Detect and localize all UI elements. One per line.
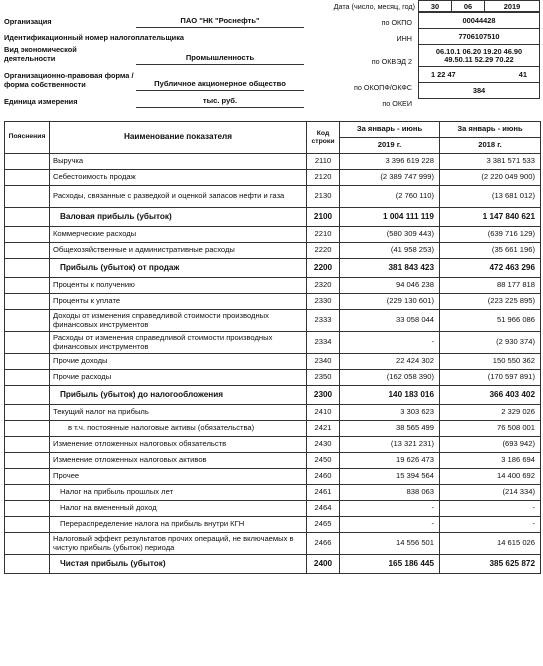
row-value-2018-cell: (170 597 891): [440, 370, 541, 386]
row-name-cell: Прочее: [50, 469, 307, 485]
col-year-2018-header: 2018 г.: [440, 138, 541, 154]
okved-value: [419, 44, 539, 66]
table-row: [5, 469, 541, 485]
row-value-2018-cell: (2 930 374): [440, 332, 541, 354]
row-name-cell: Перераспределение налога на прибыль внутри КГН: [50, 517, 307, 533]
form-value: Публичное акционерное общество: [136, 79, 304, 91]
row-value-2018-cell: (214 334): [440, 485, 541, 501]
row-notes-cell: [5, 294, 50, 310]
table-row: [5, 310, 541, 332]
col-name-header: Наименование показателя: [50, 122, 307, 154]
table-body: [5, 154, 541, 574]
row-name-cell: Налог на вмененный доход: [50, 501, 307, 517]
row-value-2019-cell: -: [340, 501, 440, 517]
row-value-2018-cell: 150 550 362: [440, 354, 541, 370]
row-name-cell: Прибыль (убыток) от продаж: [50, 259, 307, 278]
okopf-value: 1 22 47: [431, 69, 456, 79]
date-label: Дата (число, месяц, год): [333, 2, 415, 11]
row-value-2018-cell: 51 966 086: [440, 310, 541, 332]
okpo-label: по ОКПО: [381, 18, 412, 27]
row-value-2018-cell: (35 661 196): [440, 243, 541, 259]
row-value-2019-cell: 838 063: [340, 485, 440, 501]
income-statement-table: [4, 121, 541, 574]
date-day: 30: [418, 0, 452, 12]
row-code-cell: 2460: [307, 469, 340, 485]
row-code-cell: 2421: [307, 421, 340, 437]
row-name-cell: Чистая прибыль (убыток): [50, 555, 307, 574]
row-name-cell: Проценты к получению: [50, 278, 307, 294]
table-row: [5, 453, 541, 469]
activity-label-2: деятельности: [4, 54, 56, 63]
row-name-cell: Проценты к уплате: [50, 294, 307, 310]
row-notes-cell: [5, 310, 50, 332]
row-value-2019-cell: (41 958 253): [340, 243, 440, 259]
row-code-cell: 2410: [307, 405, 340, 421]
inn-code-label: ИНН: [396, 34, 412, 43]
row-value-2018-cell: 2 329 026: [440, 405, 541, 421]
codes-box: [418, 12, 540, 99]
row-value-2018-cell: 14 400 692: [440, 469, 541, 485]
row-name-cell: Прочие доходы: [50, 354, 307, 370]
col-period-2019-header: За январь - июнь: [340, 122, 440, 138]
row-code-cell: 2330: [307, 294, 340, 310]
row-name-cell: в т.ч. постоянные налоговые активы (обязательства): [50, 421, 307, 437]
table-row: [5, 259, 541, 278]
row-value-2019-cell: (580 309 443): [340, 227, 440, 243]
row-notes-cell: [5, 533, 50, 555]
table-row: [5, 170, 541, 186]
row-code-cell: 2400: [307, 555, 340, 574]
row-value-2019-cell: 22 424 302: [340, 354, 440, 370]
row-value-2018-cell: 366 403 402: [440, 386, 541, 405]
row-notes-cell: [5, 154, 50, 170]
row-name-cell: Выручка: [50, 154, 307, 170]
row-value-2019-cell: 3 396 619 228: [340, 154, 440, 170]
row-name-cell: Общехозяйственные и административные расходы: [50, 243, 307, 259]
row-value-2019-cell: 140 183 016: [340, 386, 440, 405]
table-row: [5, 332, 541, 354]
row-value-2018-cell: 385 625 872: [440, 555, 541, 574]
row-value-2018-cell: (2 220 049 900): [440, 170, 541, 186]
activity-label-1: Вид экономической: [4, 45, 77, 54]
row-value-2018-cell: 14 615 026: [440, 533, 541, 555]
row-name-cell: Себестоимость продаж: [50, 170, 307, 186]
okved-label: по ОКВЭД 2: [371, 57, 412, 66]
row-notes-cell: [5, 555, 50, 574]
row-value-2019-cell: 94 046 238: [340, 278, 440, 294]
okopf-okfs-values: [419, 66, 539, 82]
activity-value: Промышленность: [136, 53, 304, 65]
table-row: [5, 437, 541, 453]
table-row: [5, 227, 541, 243]
row-notes-cell: [5, 501, 50, 517]
table-row: [5, 405, 541, 421]
row-name-cell: Прибыль (убыток) до налогообложения: [50, 386, 307, 405]
okei-value: 384: [419, 82, 539, 98]
okfs-value: 41: [518, 69, 527, 79]
col-notes-header: Пояснения: [5, 122, 50, 154]
row-code-cell: 2210: [307, 227, 340, 243]
form-label-1: Организационно-правовая форма /: [4, 71, 134, 80]
row-value-2018-cell: (639 716 129): [440, 227, 541, 243]
row-value-2019-cell: (13 321 231): [340, 437, 440, 453]
row-notes-cell: [5, 278, 50, 294]
date-month: 06: [451, 0, 485, 12]
inn-label: Идентификационный номер налогоплательщика: [4, 33, 185, 42]
row-name-cell: Изменение отложенных налоговых обязательств: [50, 437, 307, 453]
org-label: Организация: [4, 17, 52, 26]
row-value-2019-cell: (162 058 390): [340, 370, 440, 386]
row-value-2019-cell: -: [340, 517, 440, 533]
row-name-cell: Расходы, связанные с разведкой и оценкой запасов нефти и газа: [50, 186, 307, 208]
table-header-row: [5, 122, 541, 138]
row-value-2018-cell: (13 681 012): [440, 186, 541, 208]
table-row: [5, 386, 541, 405]
date-year: 2019: [484, 0, 540, 12]
row-code-cell: 2333: [307, 310, 340, 332]
row-value-2018-cell: (223 225 895): [440, 294, 541, 310]
table-row: [5, 208, 541, 227]
row-notes-cell: [5, 227, 50, 243]
row-notes-cell: [5, 170, 50, 186]
okved-value-1: 06.10.1 06.20 19.20 46.90: [435, 46, 523, 56]
row-notes-cell: [5, 208, 50, 227]
row-value-2019-cell: (229 130 601): [340, 294, 440, 310]
okved-value-2: 49.50.11 52.29 70.22: [444, 54, 514, 64]
row-notes-cell: [5, 370, 50, 386]
table-row: [5, 533, 541, 555]
unit-label: Единица измерения: [4, 97, 78, 106]
col-code-header: Код строки: [307, 122, 340, 154]
table-row: [5, 354, 541, 370]
row-value-2018-cell: 472 463 296: [440, 259, 541, 278]
row-notes-cell: [5, 259, 50, 278]
table-row: [5, 517, 541, 533]
row-code-cell: 2110: [307, 154, 340, 170]
row-value-2019-cell: 19 626 473: [340, 453, 440, 469]
row-notes-cell: [5, 485, 50, 501]
row-name-cell: Валовая прибыль (убыток): [50, 208, 307, 227]
row-code-cell: 2200: [307, 259, 340, 278]
row-value-2018-cell: 88 177 818: [440, 278, 541, 294]
okpo-value: 00044428: [419, 12, 539, 28]
row-value-2018-cell: -: [440, 517, 541, 533]
col-period-2018-header: За январь - июнь: [440, 122, 541, 138]
table-row: [5, 501, 541, 517]
table-row: [5, 243, 541, 259]
row-code-cell: 2461: [307, 485, 340, 501]
row-value-2019-cell: 3 303 623: [340, 405, 440, 421]
row-value-2018-cell: 3 381 571 533: [440, 154, 541, 170]
row-code-cell: 2100: [307, 208, 340, 227]
row-code-cell: 2350: [307, 370, 340, 386]
row-notes-cell: [5, 453, 50, 469]
row-code-cell: 2220: [307, 243, 340, 259]
okopf-label: по ОКОПФ/ОКФС: [354, 83, 412, 92]
table-row: [5, 154, 541, 170]
row-code-cell: 2466: [307, 533, 340, 555]
row-value-2019-cell: 33 058 044: [340, 310, 440, 332]
col-year-2019-header: 2019 г.: [340, 138, 440, 154]
row-name-cell: Коммерческие расходы: [50, 227, 307, 243]
table-row: [5, 186, 541, 208]
row-code-cell: 2450: [307, 453, 340, 469]
row-value-2019-cell: 15 394 564: [340, 469, 440, 485]
row-code-cell: 2340: [307, 354, 340, 370]
table-row: [5, 485, 541, 501]
table-row: [5, 278, 541, 294]
form-label-2: форма собственности: [4, 80, 86, 89]
unit-value: тыс. руб.: [136, 96, 304, 108]
row-notes-cell: [5, 186, 50, 208]
row-notes-cell: [5, 243, 50, 259]
row-value-2019-cell: (2 760 110): [340, 186, 440, 208]
row-notes-cell: [5, 354, 50, 370]
row-name-cell: Текущий налог на прибыль: [50, 405, 307, 421]
row-name-cell: Расходы от изменения справедливой стоимости производных финансовых инструментов: [50, 332, 307, 354]
row-value-2019-cell: 1 004 111 119: [340, 208, 440, 227]
table-row: [5, 555, 541, 574]
report-header: [0, 0, 543, 118]
row-notes-cell: [5, 469, 50, 485]
row-name-cell: Прочие расходы: [50, 370, 307, 386]
row-name-cell: Изменение отложенных налоговых активов: [50, 453, 307, 469]
row-value-2018-cell: 1 147 840 621: [440, 208, 541, 227]
row-code-cell: 2300: [307, 386, 340, 405]
row-name-cell: Доходы от изменения справедливой стоимости производных финансовых инструментов: [50, 310, 307, 332]
row-value-2019-cell: 38 565 499: [340, 421, 440, 437]
table-row: [5, 421, 541, 437]
row-value-2018-cell: 76 508 001: [440, 421, 541, 437]
row-value-2019-cell: -: [340, 332, 440, 354]
row-notes-cell: [5, 517, 50, 533]
row-code-cell: 2130: [307, 186, 340, 208]
org-value: ПАО "НК "Роснефть": [136, 16, 304, 28]
row-notes-cell: [5, 405, 50, 421]
row-code-cell: 2464: [307, 501, 340, 517]
row-value-2019-cell: 14 556 501: [340, 533, 440, 555]
row-notes-cell: [5, 386, 50, 405]
row-value-2019-cell: 381 843 423: [340, 259, 440, 278]
row-value-2019-cell: 165 186 445: [340, 555, 440, 574]
inn-value: 7706107510: [419, 28, 539, 44]
row-code-cell: 2465: [307, 517, 340, 533]
row-code-cell: 2320: [307, 278, 340, 294]
row-code-cell: 2430: [307, 437, 340, 453]
okei-label: по ОКЕИ: [382, 99, 412, 108]
row-notes-cell: [5, 437, 50, 453]
row-notes-cell: [5, 421, 50, 437]
row-code-cell: 2120: [307, 170, 340, 186]
row-value-2018-cell: -: [440, 501, 541, 517]
table-row: [5, 294, 541, 310]
row-value-2018-cell: (693 942): [440, 437, 541, 453]
table-row: [5, 370, 541, 386]
row-notes-cell: [5, 332, 50, 354]
row-value-2018-cell: 3 186 694: [440, 453, 541, 469]
row-code-cell: 2334: [307, 332, 340, 354]
row-value-2019-cell: (2 389 747 999): [340, 170, 440, 186]
row-name-cell: Налог на прибыль прошлых лет: [50, 485, 307, 501]
row-name-cell: Налоговый эффект результатов прочих операций, не включаемых в чистую прибыль (убыток) периода: [50, 533, 307, 555]
